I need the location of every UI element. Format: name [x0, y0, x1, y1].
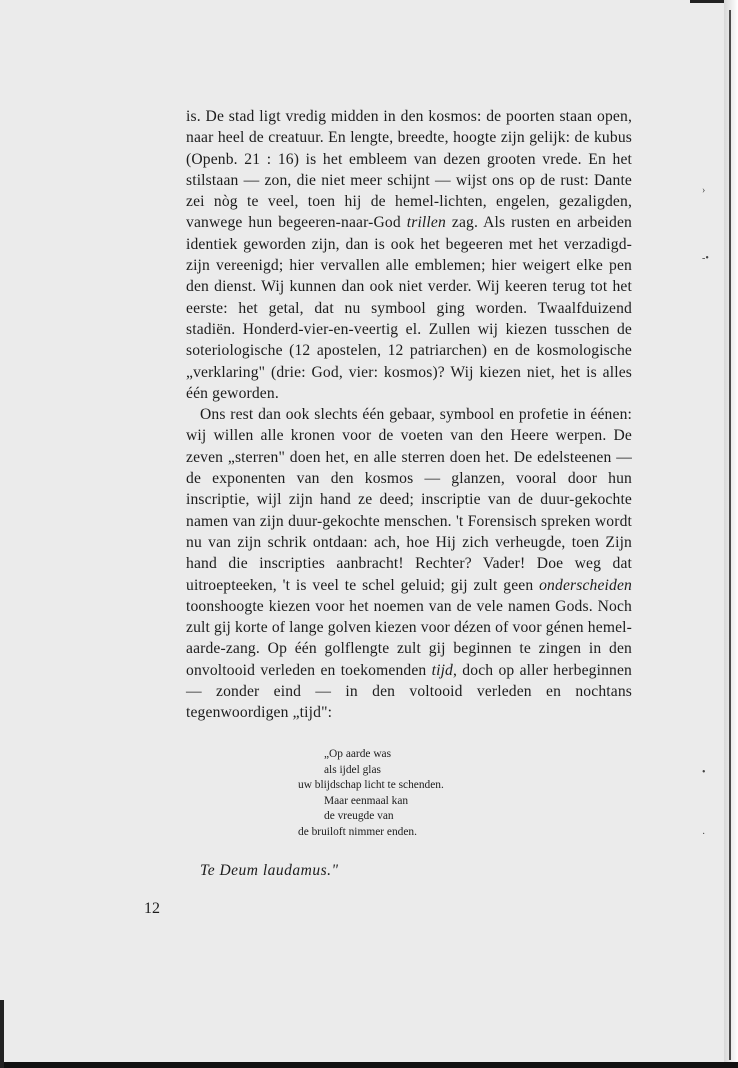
italic-word: trillen [406, 214, 446, 232]
edge-tick-mark: -• [702, 253, 709, 264]
text-run: toonshoogte kiezen voor het noemen van de vele namen Gods. Noch zult gij korte of lange golven kiezen voor dézen of voor génen hemel-aarde-zang. Op één golflengte zult gij beginnen te zingen in den onvoltooid verleden en toekomenden [186, 597, 632, 679]
page-left-edge [0, 1000, 4, 1068]
page-right-edge [724, 0, 738, 1068]
page-number: 12 [144, 900, 160, 917]
italic-word: onderscheiden [539, 576, 632, 594]
edge-tick-mark: • [702, 767, 706, 778]
page-bottom-edge [0, 1062, 738, 1068]
text-run: , doch op aller herbeginnen — zonder eind — in den voltooid verleden en nochtans tegenwoordigen „tijd": [186, 661, 633, 722]
verse-line: als ijdel glas [324, 763, 381, 776]
verse-line: de vreugde van [324, 810, 394, 822]
italic-word: tijd [431, 661, 454, 679]
paragraph-1 [186, 106, 632, 404]
text-run: is. De stad ligt vredig midden in den kosmos: de poorten staan open, naar heel de creatuur. En lengte, breedte, hoogte zijn gelijk: de kubus (Openb. 21 : 16) is het embleem van dezen grooten vrede. En het stilstaan — zon, die niet meer schijnt — wijst ons op de rust: Dante zei nòg te veel, toen hij de hemel-lichten, engelen, gezaligden, vanwege hun begeeren-naar-God [186, 108, 632, 232]
edge-tick-mark: › [702, 185, 706, 196]
text-run: zag. Als rusten en arbeiden identiek geworden zijn, dan is ook het begeeren met het verzadigd-zijn vereenigd; hier vervallen alle emblemen; hier weigert elke pen den dienst. Wij kunnen dan ook niet verder. Wij keeren terug tot het eerste: het getal, dat nu symbool ging worden. Twaalfduizend stadiën. Honderd-vier-en-veertig el. Zullen wij kiezen tusschen de soteriologische (12 apostelen, 12 patriarchen) en de kosmologische „verklaring" (drie: God, vier: kosmos)? Wij kiezen niet, het is alles één geworden. [186, 214, 632, 402]
verse-line: „Op aarde was [324, 748, 392, 760]
text-run: Ons rest dan ook slechts één gebaar, symbool en profetie in éénen: wij willen alle kronen voor de voeten van den Heere werpen. De zeven „sterren" doen het, en alle sterren doen het. De edelsteenen — de exponenten van den kosmos — glanzen, vooral door hun inscriptie, wijl zijn hand ze deed; inscriptie van de duur-gekochte namen van zijn duur-gekochte menschen. 't Forensisch spreken wordt nu van zijn schrik ontdaan: ach, hoe Hij zich verheugde, toen Zijn hand die inscripties aanbracht! Rechter? Vader! Doe weg dat uitroepteeken, 't is veel te schel geluid; gij zult geen [186, 406, 632, 594]
binding-rule [729, 10, 731, 1060]
verse-quote [298, 747, 444, 840]
verse-line: de bruiloft nimmer enden. [298, 825, 417, 838]
closing-line: Te Deum laudamus." [200, 862, 339, 879]
edge-tick-mark: · [702, 829, 706, 840]
verse-line: Maar eenmaal kan [324, 794, 409, 807]
body-text [186, 106, 632, 724]
paragraph-2 [186, 404, 632, 723]
verse-line: uw blijdschap licht te schenden. [298, 779, 444, 791]
